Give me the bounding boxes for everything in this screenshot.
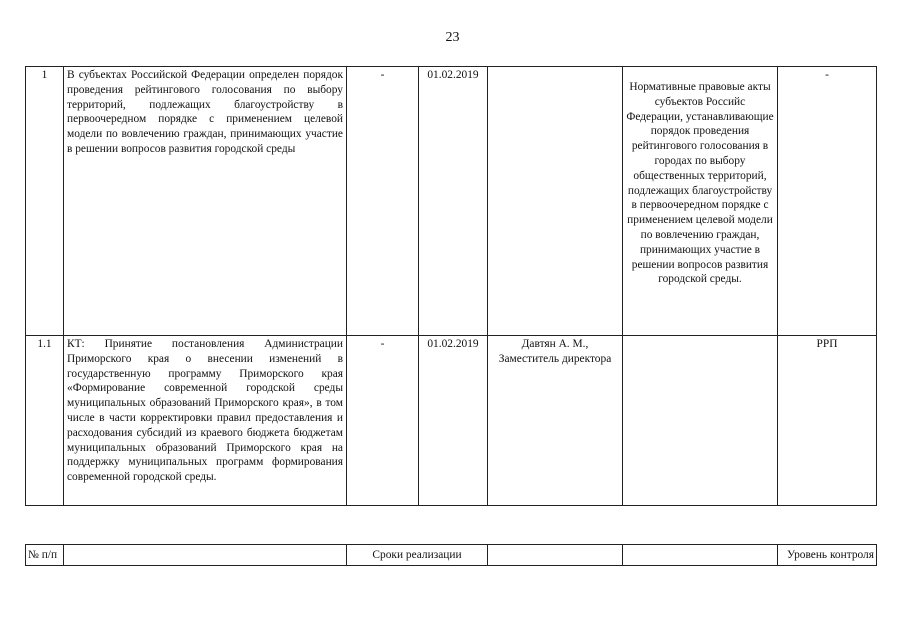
footer-empty-cell [488,545,623,566]
footer-empty-cell [623,545,778,566]
footer-num-label: № п/п [26,545,64,566]
expected-result: Нормативные правовые акты субъектов Российс Федерации, устанавливающие порядок проведения рейтингового голосования в городах по выбору общественных территорий, подлежащих благоустройству в первоочередном порядке с применением целевой модели по вовлечению граждан, принимающих участие в решении вопросов развития городской среды. [623,67,778,336]
end-date: 01.02.2019 [419,336,488,506]
footer-row [26,545,877,566]
table-row [26,67,877,336]
row-number: 1.1 [26,336,64,506]
responsible-person: Давтян А. М., Заместитель директора [488,336,623,506]
row-number: 1 [26,67,64,336]
footer-terms-label: Сроки реализации [347,545,488,566]
footer-empty-cell [64,545,347,566]
footer-level-label: Уровень контроля [778,545,877,566]
task-description: В субъектах Российской Федерации определен порядок проведения рейтингового голосования по выбору территорий, подлежащих благоустройству в первоочередном порядке с применением целевой модели по вовлечению граждан, принимающих участие в решении вопросов развития городской среды [64,67,347,336]
end-date: 01.02.2019 [419,67,488,336]
footer-header-table [25,544,877,566]
start-date: - [347,336,419,506]
page-number: 23 [445,30,460,45]
control-level: РРП [778,336,877,506]
responsible-person [488,67,623,336]
control-level: - [778,67,877,336]
plan-table [25,66,877,506]
table-row [26,336,877,506]
start-date: - [347,67,419,336]
expected-result [623,336,778,506]
task-description: КТ: Принятие постановления Администрации Приморского края о внесении изменений в государственную программу Приморского края «Формирование современной городской среды муниципальных образований Приморского края», в том числе в части корректировки правил предоставления и расходования субсидий из краевого бюджета бюджетам муниципальных образований Приморского края на поддержку муниципальных программ формирования современной городской среды. [64,336,347,506]
